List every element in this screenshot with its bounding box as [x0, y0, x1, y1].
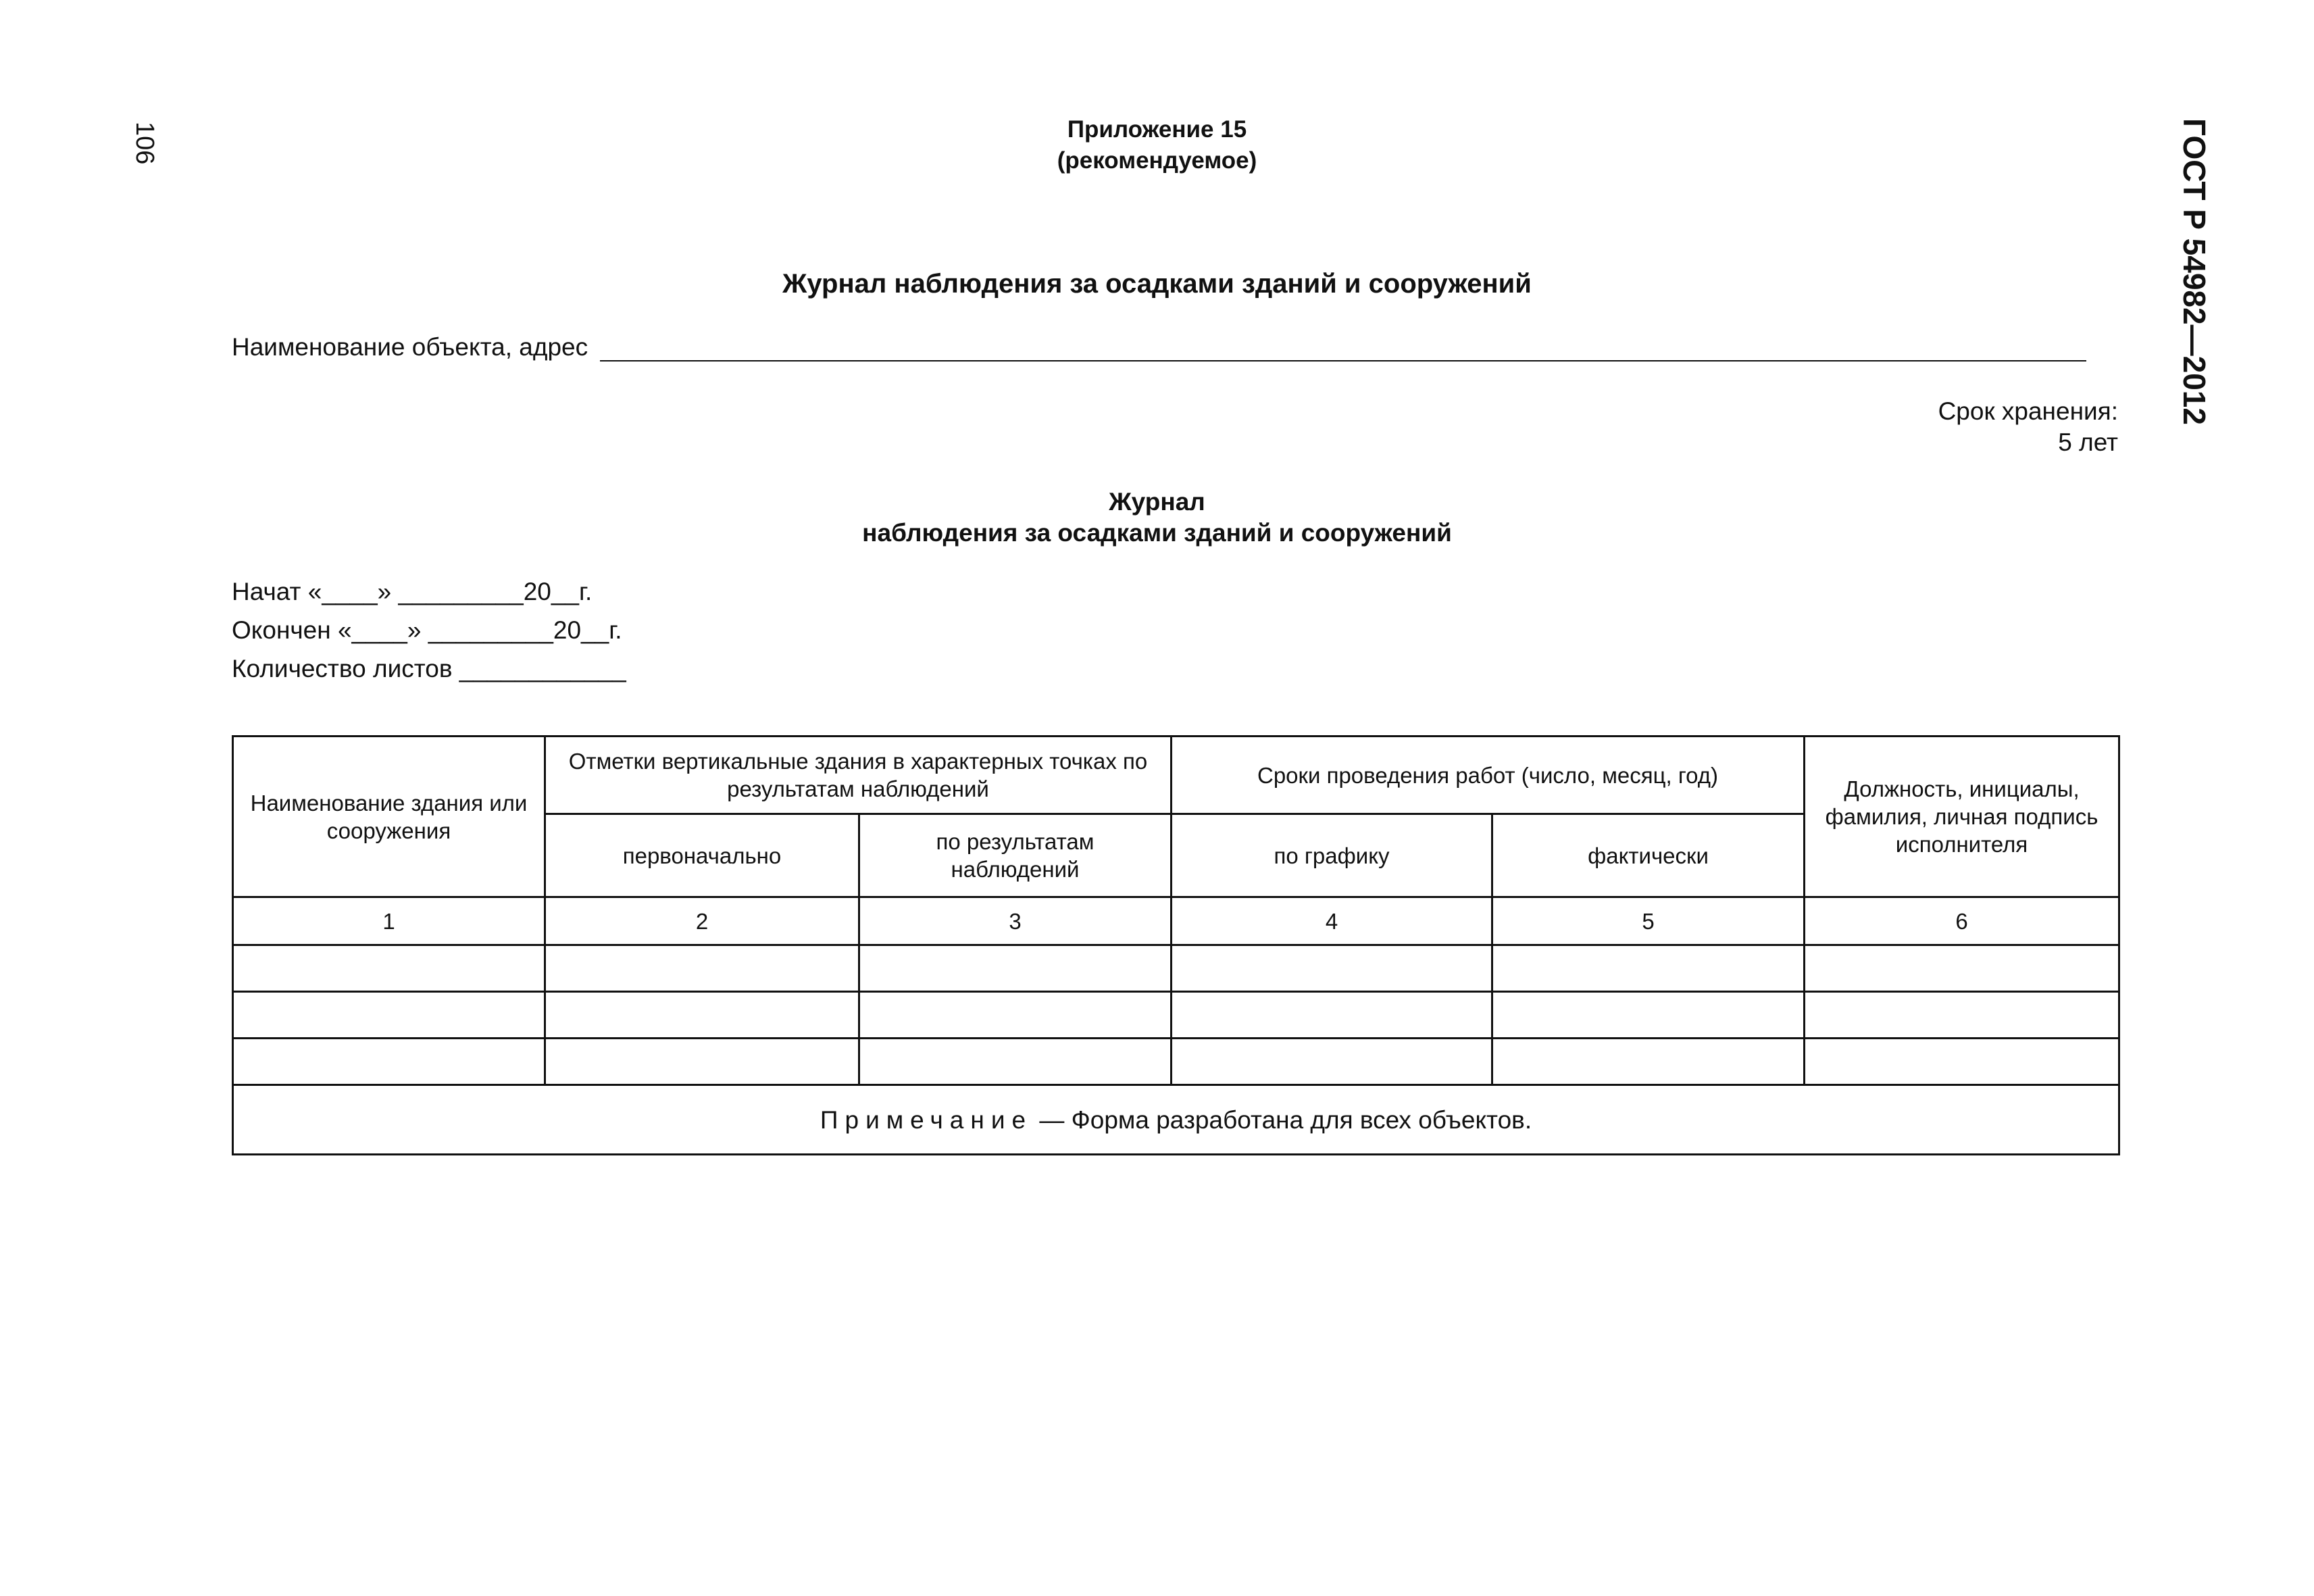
table-row	[233, 992, 2119, 1039]
sheet-count: Количество листов ____________	[232, 655, 626, 682]
journal-title-line2: наблюдения за осадками зданий и сооружений	[862, 519, 1452, 547]
table-cell[interactable]	[1805, 945, 2119, 992]
table-cell[interactable]	[1172, 945, 1492, 992]
note-label: Примечание	[820, 1105, 1033, 1134]
main-title: Журнал наблюдения за осадками зданий и сооружений	[782, 269, 1532, 299]
table-cell[interactable]	[545, 992, 859, 1039]
started-date: Начат «____» _________20__г.	[232, 578, 593, 605]
note-text: — Форма разработана для всех объектов.	[1032, 1105, 1532, 1134]
table-cell[interactable]	[859, 945, 1172, 992]
column-number: 2	[545, 897, 859, 945]
header-marks-observed: по результатам наблюдений	[859, 814, 1172, 897]
column-number: 6	[1805, 897, 2119, 945]
table-cell[interactable]	[1172, 1039, 1492, 1085]
object-name-line	[232, 333, 2086, 361]
table-cell[interactable]	[859, 992, 1172, 1039]
table-cell[interactable]	[1805, 1039, 2119, 1085]
header-vertical-marks: Отметки вертикальные здания в характерных точках по результатам наблюдений	[545, 737, 1172, 814]
table-cell[interactable]	[1492, 945, 1805, 992]
header-terms-actual: фактически	[1492, 814, 1805, 897]
column-number: 1	[233, 897, 545, 945]
settlement-journal-table	[232, 735, 2120, 1155]
header-terms-schedule: по графику	[1172, 814, 1492, 897]
header-executor: Должность, инициалы, фамилия, личная подпись исполнителя	[1805, 737, 2119, 897]
note-row	[233, 1085, 2119, 1155]
table-cell[interactable]	[1492, 1039, 1805, 1085]
header-work-terms: Сроки проведения работ (число, месяц, год)	[1172, 737, 1805, 814]
ended-date: Окончен «____» _________20__г.	[232, 616, 622, 644]
table-cell[interactable]	[1172, 992, 1492, 1039]
table-row	[233, 945, 2119, 992]
journal-title	[0, 487, 2314, 549]
table-note	[233, 1085, 2119, 1155]
appendix-subtitle: (рекомендуемое)	[1057, 147, 1257, 174]
table-cell[interactable]	[233, 992, 545, 1039]
object-name-blank[interactable]	[600, 340, 2086, 361]
column-number: 5	[1492, 897, 1805, 945]
storage-value: 5 лет	[2058, 428, 2118, 456]
table-cell[interactable]	[233, 1039, 545, 1085]
column-number: 4	[1172, 897, 1492, 945]
storage-label: Срок хранения:	[1938, 397, 2118, 425]
appendix-title: Приложение 15	[1067, 116, 1247, 143]
column-number-row	[233, 897, 2119, 945]
table-cell[interactable]	[1492, 992, 1805, 1039]
table-cell[interactable]	[545, 945, 859, 992]
table-cell[interactable]	[545, 1039, 859, 1085]
table-cell[interactable]	[1805, 992, 2119, 1039]
page-number: 106	[130, 122, 159, 165]
document-code: ГОСТ Р 54982—2012	[2177, 118, 2212, 425]
table-cell[interactable]	[859, 1039, 1172, 1085]
header-marks-initial: первоначально	[545, 814, 859, 897]
table-cell[interactable]	[233, 945, 545, 992]
column-number: 3	[859, 897, 1172, 945]
storage-period	[1938, 396, 2118, 458]
journal-title-line1: Журнал	[1109, 488, 1205, 516]
header-building-name: Наименование здания или сооружения	[233, 737, 545, 897]
object-name-label: Наименование объекта, адрес	[232, 333, 588, 361]
table-row	[233, 1039, 2119, 1085]
